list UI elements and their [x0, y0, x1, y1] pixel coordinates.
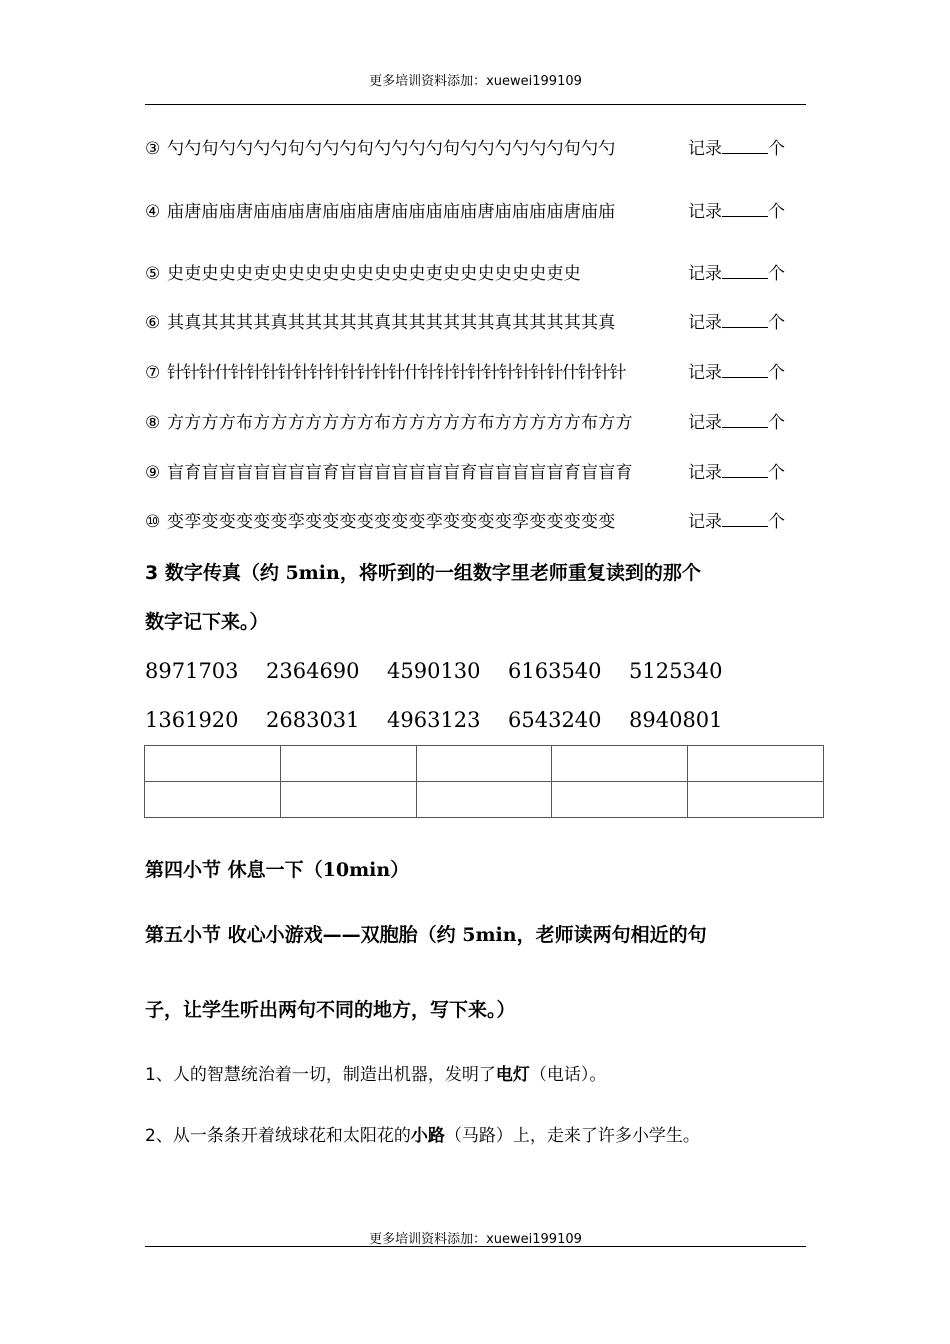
heading-duration: 10min	[322, 859, 391, 881]
grid-row	[145, 746, 824, 782]
char-row-8	[145, 411, 633, 435]
heading-text: ，老师读两句相近的句	[516, 924, 707, 946]
record-field-3[interactable]	[688, 137, 785, 161]
number-item: 4590130	[387, 659, 481, 683]
answer-cell[interactable]	[280, 746, 416, 782]
char-row-6	[145, 311, 616, 335]
row-chars: 方方方方布方方方方方方方布方方方方方布方方方方方布方方	[167, 413, 633, 433]
record-unit: 个	[768, 413, 785, 433]
record-unit: 个	[768, 264, 785, 284]
record-field-5[interactable]	[688, 262, 785, 286]
row-number: ⑩	[145, 512, 161, 532]
number-item: 6543240	[508, 708, 602, 732]
row-number: ⑨	[145, 463, 161, 483]
sentence-text: 2、从一条条开着绒球花和太阳花的	[145, 1126, 411, 1146]
char-row-7	[145, 361, 625, 385]
record-field-9[interactable]	[688, 461, 785, 485]
record-field-7[interactable]	[688, 361, 785, 385]
record-unit: 个	[768, 202, 785, 222]
row-chars: 史吏史史史吏史史史史史史史史史吏史史史史史史吏史	[167, 264, 581, 284]
row-chars: 勺勺句勺勺勺勺句勺勺勺句勺勺勺勺句勺勺勺勺勺勺句勺勺	[167, 139, 616, 159]
row-number: ⑤	[145, 264, 161, 284]
char-row-3	[145, 137, 616, 161]
char-row-9	[145, 461, 633, 485]
record-label: 记录	[688, 463, 722, 483]
answer-cell[interactable]	[145, 782, 281, 818]
record-unit: 个	[768, 512, 785, 532]
number-item: 8971703	[145, 659, 239, 683]
record-label: 记录	[688, 512, 722, 532]
row-number: ⑦	[145, 363, 161, 383]
answer-grid	[144, 745, 824, 818]
sentence-2	[145, 1123, 700, 1149]
row-chars: 变孪变变变变变孪变变变变变变变孪变变变变孪变变变变变	[167, 512, 616, 532]
sentence-highlight: 电灯	[495, 1065, 530, 1085]
record-blank[interactable]	[722, 313, 768, 328]
section3-heading-line1	[145, 559, 701, 587]
record-field-4[interactable]	[688, 200, 785, 224]
number-item: 8940801	[629, 708, 723, 732]
row-number: ⑥	[145, 313, 161, 333]
answer-cell[interactable]	[416, 746, 552, 782]
char-row-5	[145, 262, 581, 286]
row-chars: 庙唐庙庙唐庙庙庙唐庙庙庙唐庙庙庙庙庙唐庙庙庙庙唐庙庙	[167, 202, 616, 222]
row-number: ③	[145, 139, 161, 159]
record-label: 记录	[688, 313, 722, 333]
record-blank[interactable]	[722, 363, 768, 378]
number-row-2	[145, 706, 750, 734]
answer-cell[interactable]	[280, 782, 416, 818]
sentence-1	[145, 1062, 606, 1088]
row-chars: 针针针什针针针针针针针针针针针什针针针针针针针针针什针针针	[167, 363, 626, 383]
footer-rule	[145, 1246, 806, 1247]
section3-heading-line2: 数字记下来。）	[145, 611, 269, 633]
heading-text: 第五小节 收心小游戏——双胞胎（约	[145, 924, 463, 946]
record-unit: 个	[768, 313, 785, 333]
number-row-1	[145, 657, 750, 685]
page-header: 更多培训资料添加：xuewei199109	[369, 74, 582, 89]
record-field-10[interactable]	[688, 510, 785, 534]
answer-cell[interactable]	[416, 782, 552, 818]
record-unit: 个	[768, 139, 785, 159]
record-blank[interactable]	[722, 264, 768, 279]
heading-text: 3 数字传真（约	[145, 562, 286, 584]
record-blank[interactable]	[722, 463, 768, 478]
answer-cell[interactable]	[145, 746, 281, 782]
section5-heading-line2: 子，让学生听出两句不同的地方，写下来。）	[145, 999, 516, 1021]
answer-cell[interactable]	[552, 746, 688, 782]
record-blank[interactable]	[722, 413, 768, 428]
record-field-6[interactable]	[688, 311, 785, 335]
number-item: 2683031	[266, 708, 360, 732]
number-item: 6163540	[508, 659, 602, 683]
record-unit: 个	[768, 363, 785, 383]
record-field-8[interactable]	[688, 411, 785, 435]
sentence-text: （电话）。	[529, 1065, 607, 1085]
heading-text: ）	[390, 859, 410, 881]
char-row-10	[145, 510, 616, 534]
number-item: 2364690	[266, 659, 360, 683]
heading-duration: 5min	[285, 562, 340, 584]
number-item: 1361920	[145, 708, 239, 732]
page-footer: 更多培训资料添加：xuewei199109	[369, 1232, 582, 1247]
row-chars: 其真其其其其真其其其其其真其其其其其其真其其其其其真	[167, 313, 616, 333]
grid-row	[145, 782, 824, 818]
record-blank[interactable]	[722, 139, 768, 154]
row-chars: 盲育盲盲盲盲盲盲盲育盲盲盲盲盲盲盲育盲盲盲盲盲育盲盲育	[167, 463, 633, 483]
record-label: 记录	[688, 363, 722, 383]
number-item: 4963123	[387, 708, 481, 732]
record-label: 记录	[688, 202, 722, 222]
section5-heading-line1	[145, 921, 707, 949]
sentence-text: 1、人的智慧统治着一切，制造出机器，发明了	[145, 1065, 496, 1085]
heading-text: 第四小节 休息一下（	[145, 859, 323, 881]
sentence-highlight: 小路	[410, 1126, 445, 1146]
sentence-text: （马路）上，走来了许多小学生。	[444, 1126, 700, 1146]
heading-duration: 5min	[462, 924, 517, 946]
answer-cell[interactable]	[688, 782, 824, 818]
answer-cell[interactable]	[552, 782, 688, 818]
record-label: 记录	[688, 139, 722, 159]
row-number: ④	[145, 202, 161, 222]
section4-heading	[145, 856, 409, 884]
number-item: 5125340	[629, 659, 723, 683]
header-rule	[145, 104, 806, 105]
record-label: 记录	[688, 264, 722, 284]
heading-text: ，将听到的一组数字里老师重复读到的那个	[339, 562, 701, 584]
row-number: ⑧	[145, 413, 161, 433]
record-unit: 个	[768, 463, 785, 483]
record-blank[interactable]	[722, 202, 768, 217]
record-blank[interactable]	[722, 512, 768, 527]
char-row-4	[145, 200, 616, 224]
answer-cell[interactable]	[688, 746, 824, 782]
record-label: 记录	[688, 413, 722, 433]
